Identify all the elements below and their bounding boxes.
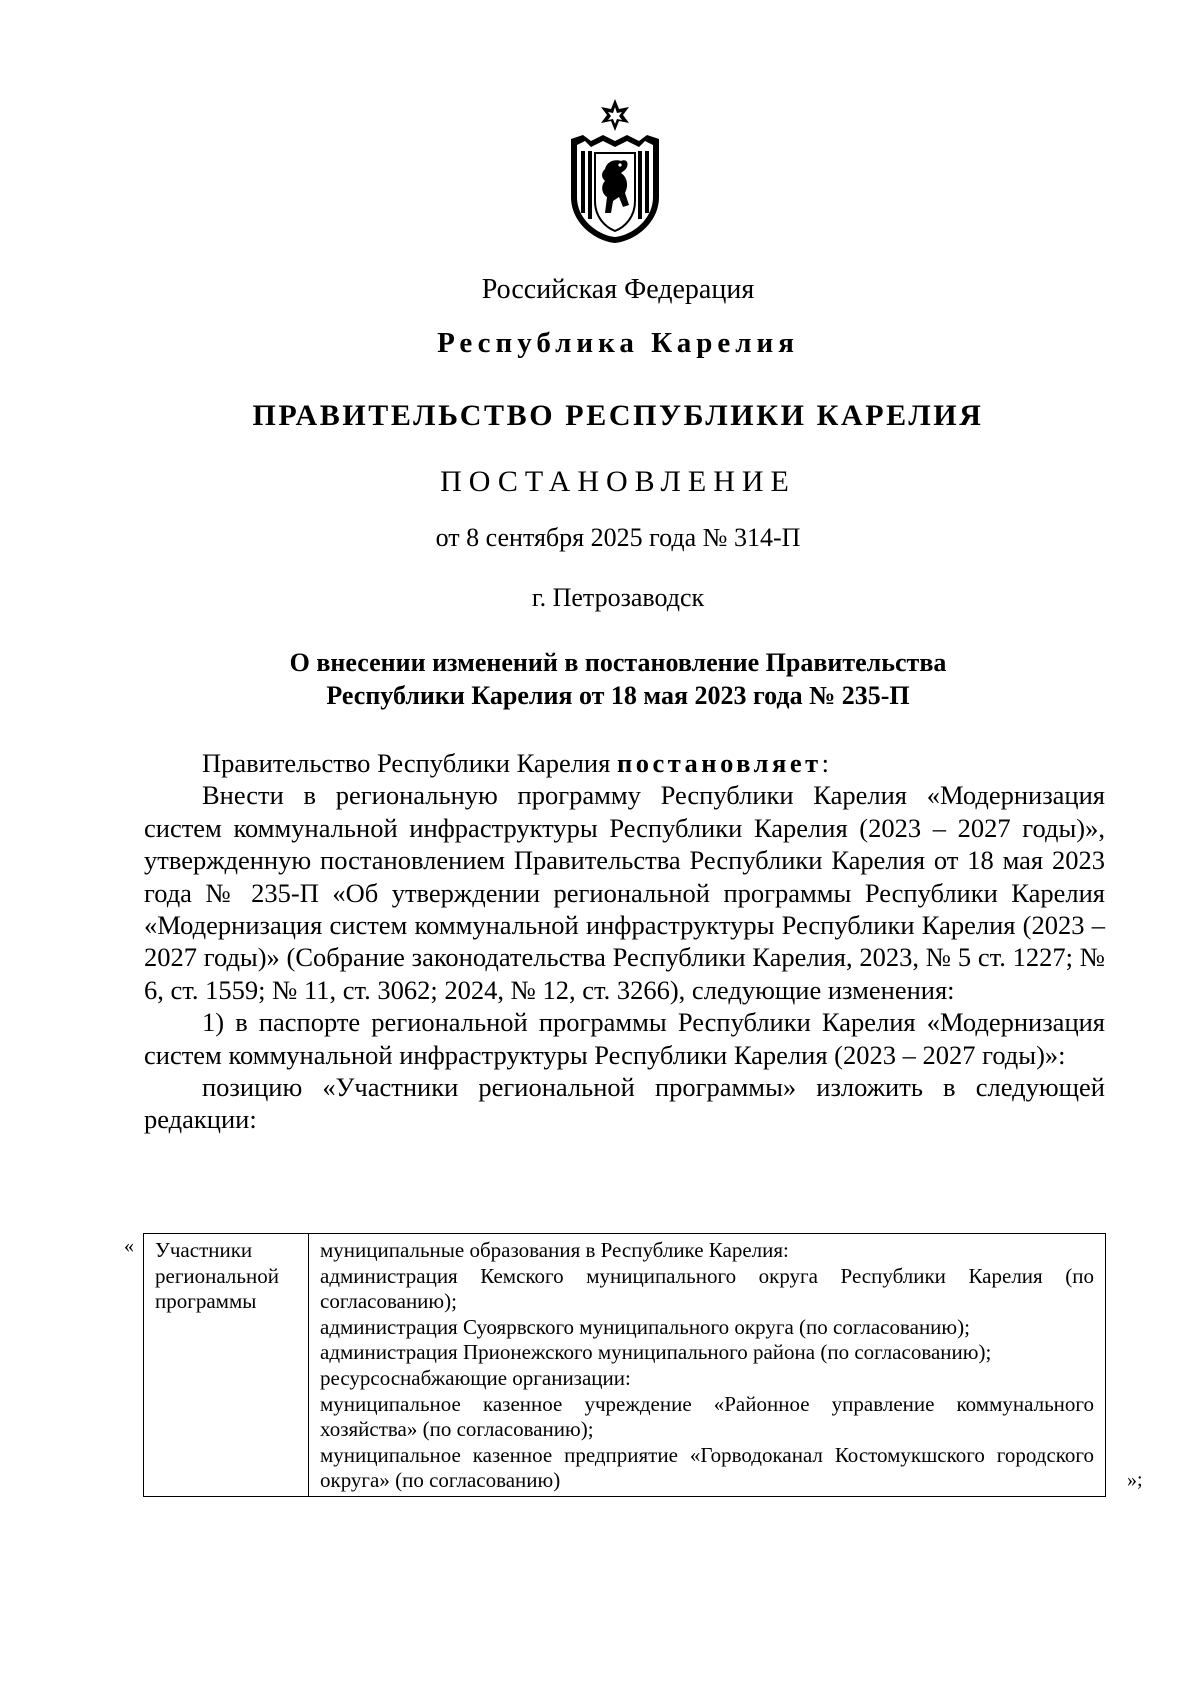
participant-line: муниципальное казенное учреждение «Районное управление коммунального хозяйства» (по согласованию); (320, 1391, 1094, 1442)
quote-open-mark: « (124, 1235, 134, 1257)
karelia-coat-of-arms-icon (565, 97, 665, 245)
document-title (0, 646, 1200, 712)
table-row (144, 1234, 1106, 1497)
paragraph-amendments: Внести в региональную программу Республики Карелия «Модернизация систем коммунальной инфраструктуры Республики Карелия (2023 – 2027 годы)», утвержденную постановлением Правительства Республики Карелия от 18 мая 2023 года № 235-П «Об утверждении региональной программы Республики Карелия «Модернизация систем коммунальной инфраструктуры Республики Карелия (2023 – 2027 годы)» (Собрание законодательства Республики Карелия, 2023, № 5 ст. 1227; № 6, ст. 1559; № 11, ст. 3062; 2024, № 12, ст. 3266), следующие изменения: (144, 780, 1105, 1005)
federation-heading: Российская Федерация (481, 274, 755, 305)
paragraph-passport: 1) в паспорте региональной программы Республики Карелия «Модернизация систем коммунальной инфраструктуры Республики Карелия (2023 – 2027 годы)»: (144, 1007, 1105, 1070)
intro-suffix: : (821, 748, 829, 778)
resolution-intro (144, 747, 1105, 779)
document-type-heading: ПОСТАНОВЛЕНИЕ (440, 465, 796, 498)
participants-content-cell (309, 1234, 1106, 1497)
intro-prefix: Правительство Республики Карелия (202, 748, 617, 778)
document-city: г. Петрозаводск (531, 583, 705, 612)
participant-line: муниципальное казенное предприятие «Горводоканал Костомукшского городского округа» (по согласованию) (320, 1442, 1094, 1493)
participant-line: администрация Суоярвского муниципального округа (по согласованию); (320, 1314, 970, 1339)
intro-resolves: постановляет (616, 748, 822, 778)
participants-table (143, 1233, 1106, 1497)
participant-line: администрация Кемского муниципального округа Республики Карелия (по согласованию); (320, 1263, 1094, 1314)
paragraph-position: позицию «Участники региональной программы» изложить в следующей редакции: (144, 1072, 1105, 1135)
participant-line: администрация Прионежского муниципального района (по согласованию); (320, 1340, 992, 1365)
document-title-line-1: О внесении изменений в постановление Правительства (289, 648, 947, 677)
participant-line: ресурсоснабжающие организации: (320, 1365, 631, 1390)
document-body (144, 747, 1105, 1136)
document-date-number: от 8 сентября 2025 года № 314-П (435, 523, 801, 552)
participant-line: муниципальные образования в Республике Карелия: (320, 1238, 789, 1262)
participants-label-cell: Участники региональной программы (144, 1234, 309, 1497)
quote-close-mark: »; (1127, 1469, 1143, 1491)
document-title-line-2: Республики Карелия от 18 мая 2023 года № 235-П (326, 681, 910, 710)
republic-heading: Республика Карелия (437, 327, 799, 359)
government-heading: ПРАВИТЕЛЬСТВО РЕСПУБЛИКИ КАРЕЛИЯ (252, 399, 984, 432)
